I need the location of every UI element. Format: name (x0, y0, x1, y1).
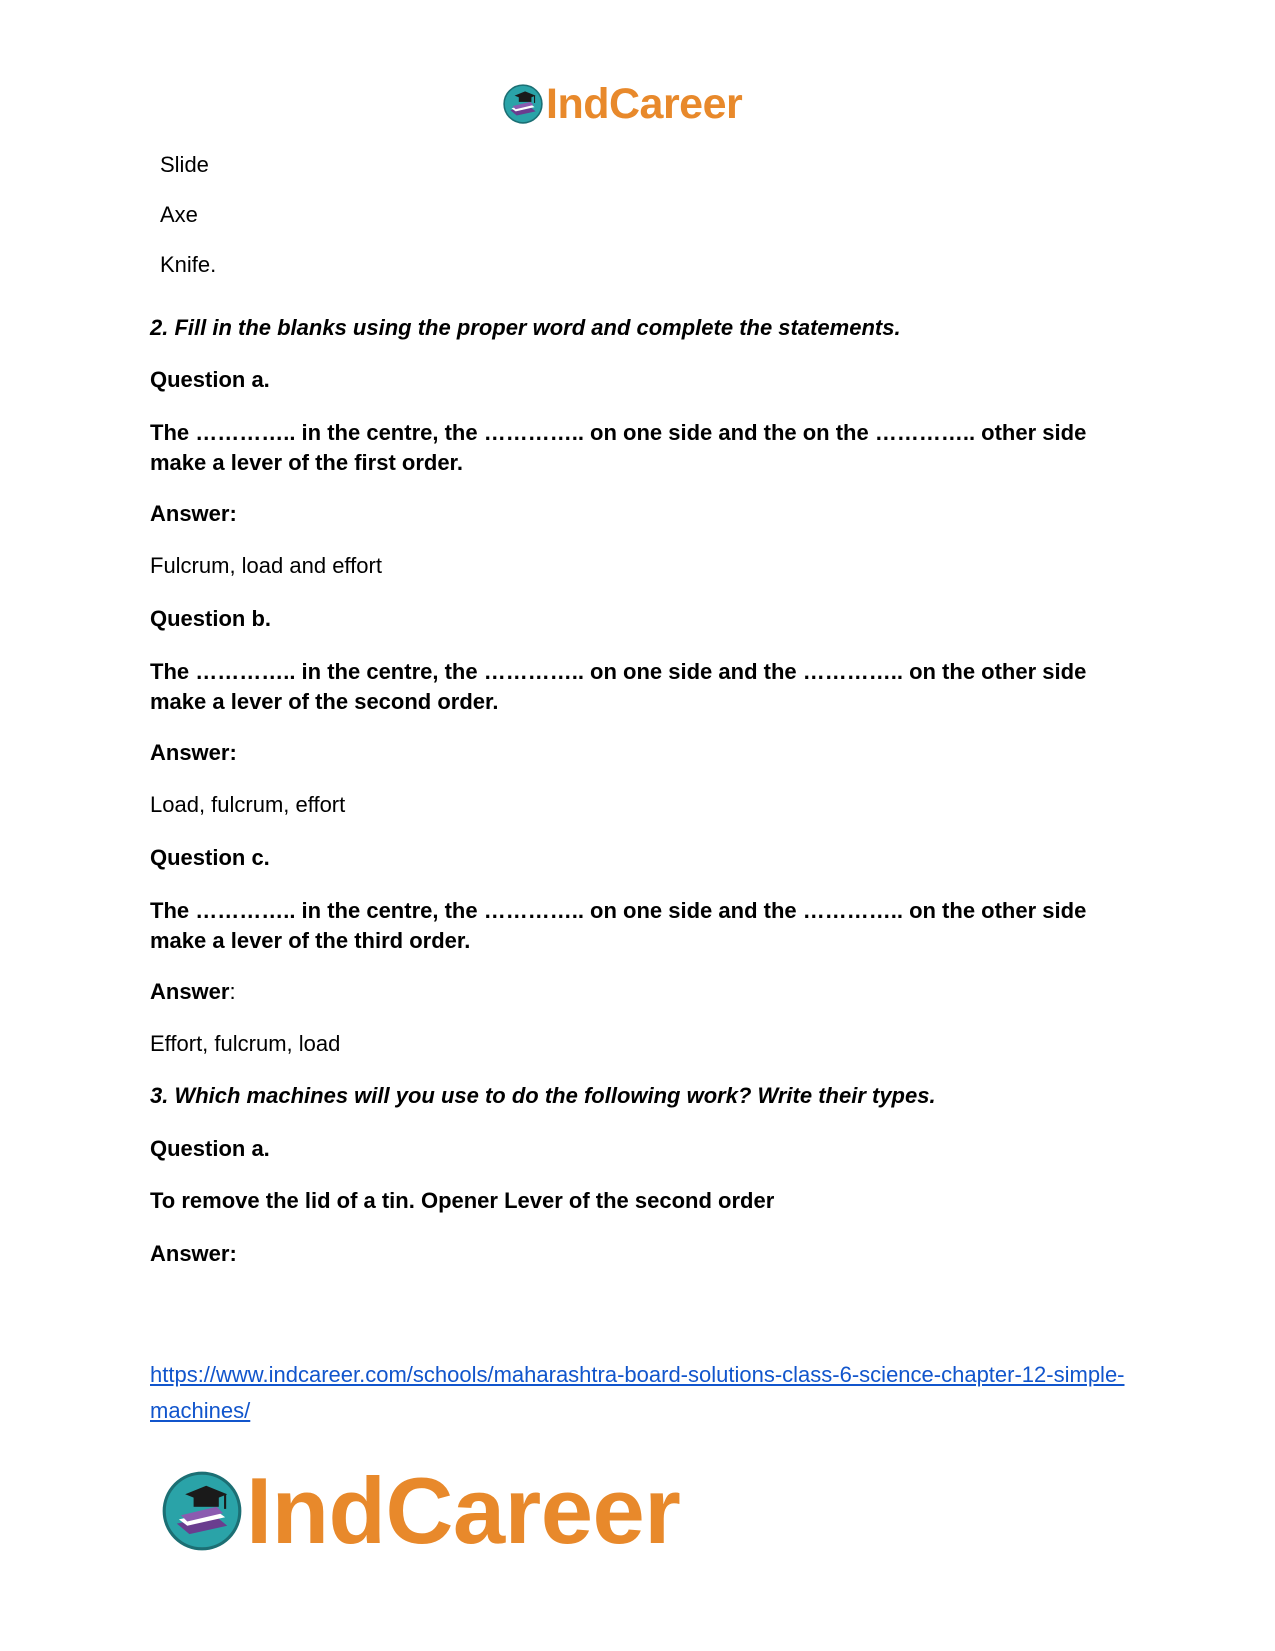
answer-label-line (150, 977, 236, 1007)
section-3-heading: 3. Which machines will you use to do the following work? Write their types. (150, 1083, 936, 1108)
graduation-cap-book-icon (160, 1469, 244, 1553)
question-label: Question a. (150, 367, 270, 392)
answer-text: Load, fulcrum, effort (150, 792, 346, 817)
footer-logo-wordmark: IndCareer (246, 1458, 681, 1563)
answer-label: Answer (150, 979, 230, 1004)
question-text: To remove the lid of a tin. Opener Lever of the second order (150, 1188, 775, 1213)
footer-logo (160, 1458, 681, 1563)
question-label: Question a. (150, 1136, 270, 1161)
answer-colon: : (229, 979, 236, 1004)
header-logo-wordmark: IndCareer (546, 80, 743, 128)
question-text: The ………….. in the centre, the ………….. on one side and the ………….. on the other side make a lever of the third order. (150, 898, 1087, 953)
section-2-heading: 2. Fill in the blanks using the proper word and complete the statements. (150, 315, 901, 340)
question-text: The ………….. in the centre, the ………….. on one side and the ………….. on the other side make a lever of the second order. (150, 659, 1087, 714)
answer-label: Answer: (150, 1241, 237, 1266)
header-logo (502, 80, 742, 128)
source-url-link[interactable]: https://www.indcareer.com/schools/maharashtra-board-solutions-class-6-science-chapter-12-simple-machines/ (150, 1362, 1125, 1423)
answer-text: Effort, fulcrum, load (150, 1031, 341, 1056)
question-text: The ………….. in the centre, the ………….. on one side and the on the ………….. other side make a lever of the first order. (150, 420, 1087, 475)
question-label: Question b. (150, 606, 271, 631)
list-item: Axe (160, 202, 198, 227)
answer-label: Answer: (150, 501, 237, 526)
answer-label: Answer: (150, 740, 237, 765)
graduation-cap-book-icon (502, 83, 544, 125)
answer-text: Fulcrum, load and effort (150, 553, 382, 578)
list-item: Slide (160, 152, 209, 177)
question-label: Question c. (150, 845, 270, 870)
list-item: Knife. (160, 252, 217, 277)
